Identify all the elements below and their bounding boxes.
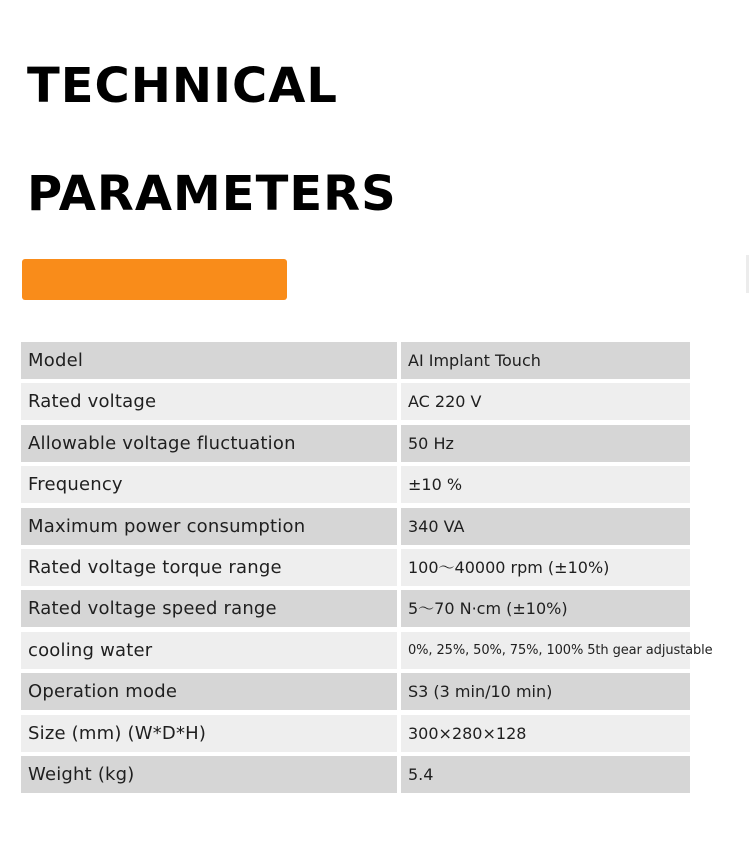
page-title-line-2: PARAMETERS	[27, 166, 397, 222]
page-title-line-1: TECHNICAL	[27, 58, 338, 114]
row-label: Operation mode	[21, 673, 397, 710]
accent-bar	[22, 259, 287, 300]
row-value: 5.4	[401, 756, 690, 793]
table-row-weight	[21, 756, 690, 793]
row-label: Frequency	[21, 466, 397, 503]
row-value: ±10 %	[401, 466, 690, 503]
row-label: Model	[21, 342, 397, 379]
row-value: 100～40000 rpm (±10%)	[401, 549, 690, 586]
table-row-voltage-fluctuation	[21, 425, 690, 462]
table-row-power-consumption	[21, 508, 690, 545]
row-label: Rated voltage torque range	[21, 549, 397, 586]
row-value: 300×280×128	[401, 715, 690, 752]
table-row-cooling-water	[21, 632, 713, 669]
row-label: Rated voltage speed range	[21, 590, 397, 627]
row-value: 50 Hz	[401, 425, 690, 462]
table-row-speed-range	[21, 590, 690, 627]
table-row-size	[21, 715, 690, 752]
row-label: Maximum power consumption	[21, 508, 397, 545]
row-value: 340 VA	[401, 508, 690, 545]
spec-table	[21, 342, 713, 797]
row-value: S3 (3 min/10 min)	[401, 673, 690, 710]
row-value: AI Implant Touch	[401, 342, 690, 379]
table-row-frequency	[21, 466, 690, 503]
table-row-operation-mode	[21, 673, 690, 710]
row-label: Size (mm) (W*D*H)	[21, 715, 397, 752]
row-value: AC 220 V	[401, 383, 690, 420]
row-label: Weight (kg)	[21, 756, 397, 793]
row-value: 0%, 25%, 50%, 75%, 100% 5th gear adjustable	[401, 632, 690, 669]
row-label: cooling water	[21, 632, 397, 669]
table-row-model	[21, 342, 690, 379]
row-value: 5～70 N·cm (±10%)	[401, 590, 690, 627]
table-row-rated-voltage	[21, 383, 690, 420]
row-label: Rated voltage	[21, 383, 397, 420]
table-row-torque-range	[21, 549, 690, 586]
row-label: Allowable voltage fluctuation	[21, 425, 397, 462]
